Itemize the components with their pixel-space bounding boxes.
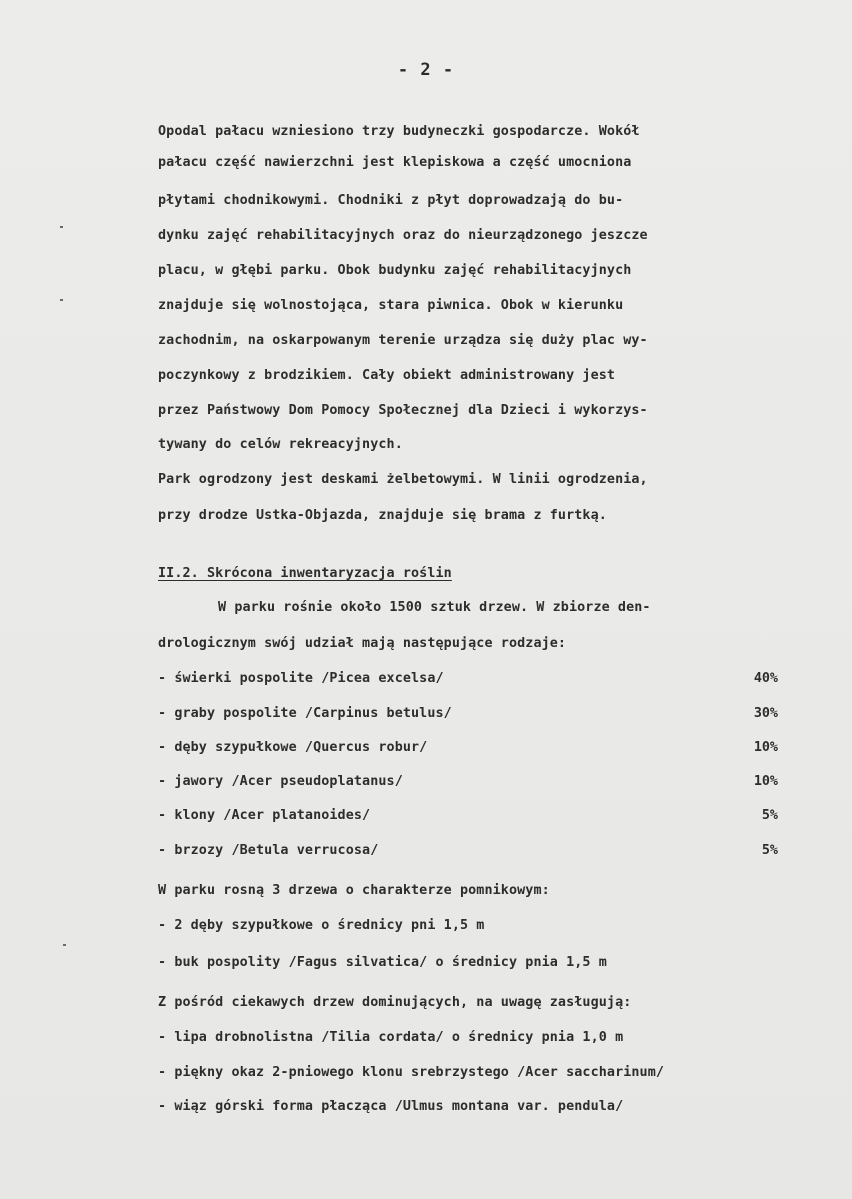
monument-item: - 2 dęby szypułkowe o średnicy pni 1,5 m [158,918,485,933]
monument-item: - buk pospolity /Fagus silvatica/ o średnicy pnia 1,5 m [158,955,607,970]
margin-mark [63,944,66,946]
dominant-item: - wiąz górski forma płacząca /Ulmus montana var. pendula/ [158,1099,624,1114]
monument-heading: W parku rosną 3 drzewa o charakterze pomnikowym: [158,883,550,898]
intro-line: pałacu część nawierzchni jest klepiskowa a część umocniona [158,155,632,170]
intro-line: placu, w głębi parku. Obok budynku zajęć rehabilitacyjnych [158,263,632,278]
margin-mark [60,226,63,228]
species-percent: 30% [753,706,778,721]
species-percent: 5% [761,808,778,823]
species-name: - brzozy /Betula verrucosa/ [158,843,379,858]
species-percent: 10% [753,774,778,789]
species-name: - graby pospolite /Carpinus betulus/ [158,706,452,721]
section-intro-line: drologicznym swój udział mają następujące rodzaje: [158,636,567,651]
section-intro-line: W parku rośnie około 1500 sztuk drzew. W zbiorze den- [218,600,651,615]
intro-line: zachodnim, na oskarpowanym terenie urządza się duży plac wy- [158,333,648,348]
section-heading: II.2. Skrócona inwentaryzacja roślin [158,566,452,581]
intro-line: przy drodze Ustka-Objazda, znajduje się brama z furtką. [158,508,607,523]
dominant-item: - lipa drobnolistna /Tilia cordata/ o średnicy pnia 1,0 m [158,1030,624,1045]
species-percent: 40% [753,671,778,686]
intro-line: Opodal pałacu wzniesiono trzy budyneczki gospodarcze. Wokół [158,124,640,139]
intro-line: przez Państwowy Dom Pomocy Społecznej dla Dzieci i wykorzys- [158,403,648,418]
intro-line: Park ogrodzony jest deskami żelbetowymi. W linii ogrodzenia, [158,472,648,487]
species-name: - jawory /Acer pseudoplatanus/ [158,774,403,789]
species-percent: 10% [753,740,778,755]
species-name: - klony /Acer platanoides/ [158,808,371,823]
intro-line: dynku zajęć rehabilitacyjnych oraz do nieurządzonego jeszcze [158,228,648,243]
intro-line: znajduje się wolnostojąca, stara piwnica. Obok w kierunku [158,298,624,313]
species-name: - świerki pospolite /Picea excelsa/ [158,671,444,686]
species-percent: 5% [761,843,778,858]
species-name: - dęby szypułkowe /Quercus robur/ [158,740,428,755]
margin-mark [60,299,63,301]
intro-line: płytami chodnikowymi. Chodniki z płyt doprowadzają do bu- [158,193,624,208]
dominant-heading: Z pośród ciekawych drzew dominujących, na uwagę zasługują: [158,995,632,1010]
page-number: - 2 - [397,60,455,80]
dominant-item: - piękny okaz 2-pniowego klonu srebrzystego /Acer saccharinum/ [158,1065,665,1080]
intro-line: poczynkowy z brodzikiem. Cały obiekt administrowany jest [158,368,616,383]
intro-line: tywany do celów rekreacyjnych. [158,437,403,452]
